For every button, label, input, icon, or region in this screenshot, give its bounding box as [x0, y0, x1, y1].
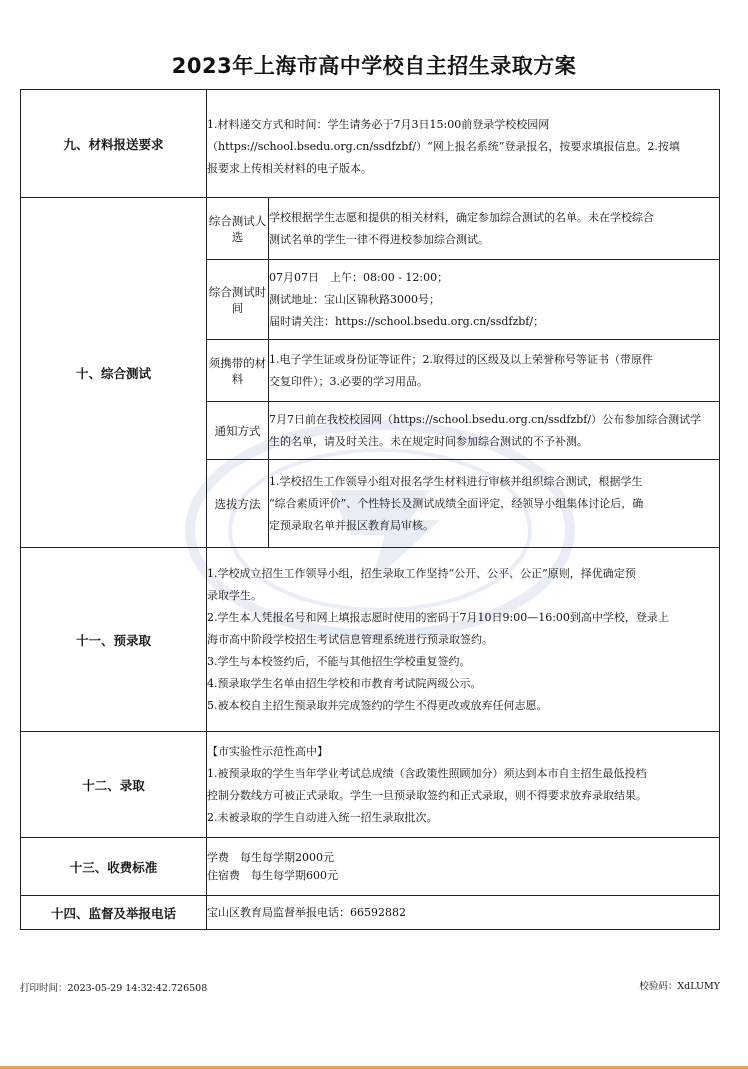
content-line: 2.未被录取的学生自动进入统一招生录取批次。: [207, 810, 438, 824]
page-title: 2023年上海市高中学校自主招生录取方案: [171, 54, 577, 78]
sub-label: 选拔方法: [207, 460, 269, 548]
section-content: [207, 732, 720, 838]
content-line: 住宿费 每生每学期600元: [207, 868, 338, 882]
content-line: 海市高中阶段学校招生考试信息管理系统进行预录取签约。: [207, 632, 493, 646]
content-line: （https://school.bsedu.org.cn/ssdfzbf/）“网上报名系统”登录报名，按要求填报信息。2.按填: [207, 139, 680, 153]
section-hotline: [21, 896, 720, 930]
content-line: 定预录取名单并报区教育局审核。: [269, 518, 434, 532]
content-line: 届时请关注：https://school.bsedu.org.cn/ssdfzbf/；: [269, 314, 545, 328]
section-materials: [21, 90, 720, 198]
sub-label: 须携带的材料: [207, 340, 269, 402]
content-line: 1.学校招生工作领导小组对报名学生材料进行审核并组织综合测试，根据学生: [269, 474, 643, 488]
section-content: [207, 90, 720, 198]
content-line: 生的名单，请及时关注。未在规定时间参加综合测试的不予补测。: [269, 434, 588, 448]
section-admission: [21, 732, 720, 838]
section-label: 十、综合测试: [21, 198, 207, 548]
sub-content: [269, 402, 720, 460]
content-line: 4.预录取学生名单由招生学校和市教育考试院两级公示。: [207, 676, 482, 690]
print-time: 打印时间：2023-05-29 14:32:42.726508: [20, 983, 208, 994]
section-content: [207, 896, 720, 930]
section-test-candidates: [21, 198, 720, 260]
section-label: 十三、收费标准: [21, 838, 207, 896]
content-line: “综合素质评价”、个性特长及测试成绩全面评定，经领导小组集体讨论后，确: [269, 496, 644, 510]
sub-content: [269, 198, 720, 260]
content-line: 1.学校成立招生工作领导小组，招生录取工作坚持“公开、公平、公正”原则，择优确定预: [207, 566, 636, 580]
content-line: 1.被预录取的学生当年学业考试总成绩（含政策性照顾加分）须达到本市自主招生最低投档: [207, 766, 647, 780]
content-line: 2.学生本人凭报名号和网上填报志愿时使用的密码于7月10日9:00—16:00到高中学校，登录上: [207, 610, 669, 624]
content-line: 3.学生与本校签约后，不能与其他招生学校重复签约。: [207, 654, 471, 668]
verify-code: 校验码：XdLUMY: [639, 981, 720, 992]
sub-label: 综合测试时间: [207, 260, 269, 340]
section-pre-admission: [21, 548, 720, 732]
content-line: 1.电子学生证或身份证等证件；2.取得过的区级及以上荣誉称号等证书（带原件: [269, 352, 653, 366]
content-line: 7月7日前在我校校园网（https://school.bsedu.org.cn/ssdfzbf/）公布参加综合测试学: [269, 412, 702, 426]
section-label: 九、材料报送要求: [21, 90, 207, 198]
content-line: 控制分数线方可被正式录取。学生一旦预录取签约和正式录取，则不得要求放弃录取结果。: [207, 788, 647, 802]
content-line: 学校根据学生志愿和提供的相关材料，确定参加综合测试的名单。未在学校综合: [269, 210, 654, 224]
sub-label: 通知方式: [207, 402, 269, 460]
content-line: 1.材料递交方式和时间：学生请务必于7月3日15:00前登录学校校园网: [207, 117, 550, 131]
content-line: 【市实验性示范性高中】: [207, 744, 328, 758]
sub-label: 综合测试人选: [207, 198, 269, 260]
section-label: 十四、监督及举报电话: [21, 896, 207, 930]
content-line: 报要求上传相关材料的电子版本。: [207, 161, 372, 175]
sub-content: [269, 340, 720, 402]
section-content: [207, 838, 720, 896]
section-label: 十一、预录取: [21, 548, 207, 732]
content-line: 07月07日 上午：08:00 - 12:00；: [269, 270, 449, 284]
content-line: 学费 每生每学期2000元: [207, 850, 334, 864]
content-line: 5.被本校自主招生预录取并完成签约的学生不得更改或放弃任何志愿。: [207, 698, 548, 712]
content-line: 录取学生。: [207, 588, 262, 602]
section-label: 十二、录取: [21, 732, 207, 838]
sub-content: [269, 460, 720, 548]
admission-plan-table: [20, 89, 720, 930]
content-line: 测试地址：宝山区锦秋路3000号；: [269, 292, 440, 306]
section-content: [207, 548, 720, 732]
content-line: 交复印件）；3.必要的学习用品。: [269, 374, 428, 388]
section-fees: [21, 838, 720, 896]
content-line: 宝山区教育局监督举报电话：66592882: [207, 905, 406, 919]
sub-content: [269, 260, 720, 340]
content-line: 测试名单的学生一律不得进校参加综合测试。: [269, 232, 489, 246]
